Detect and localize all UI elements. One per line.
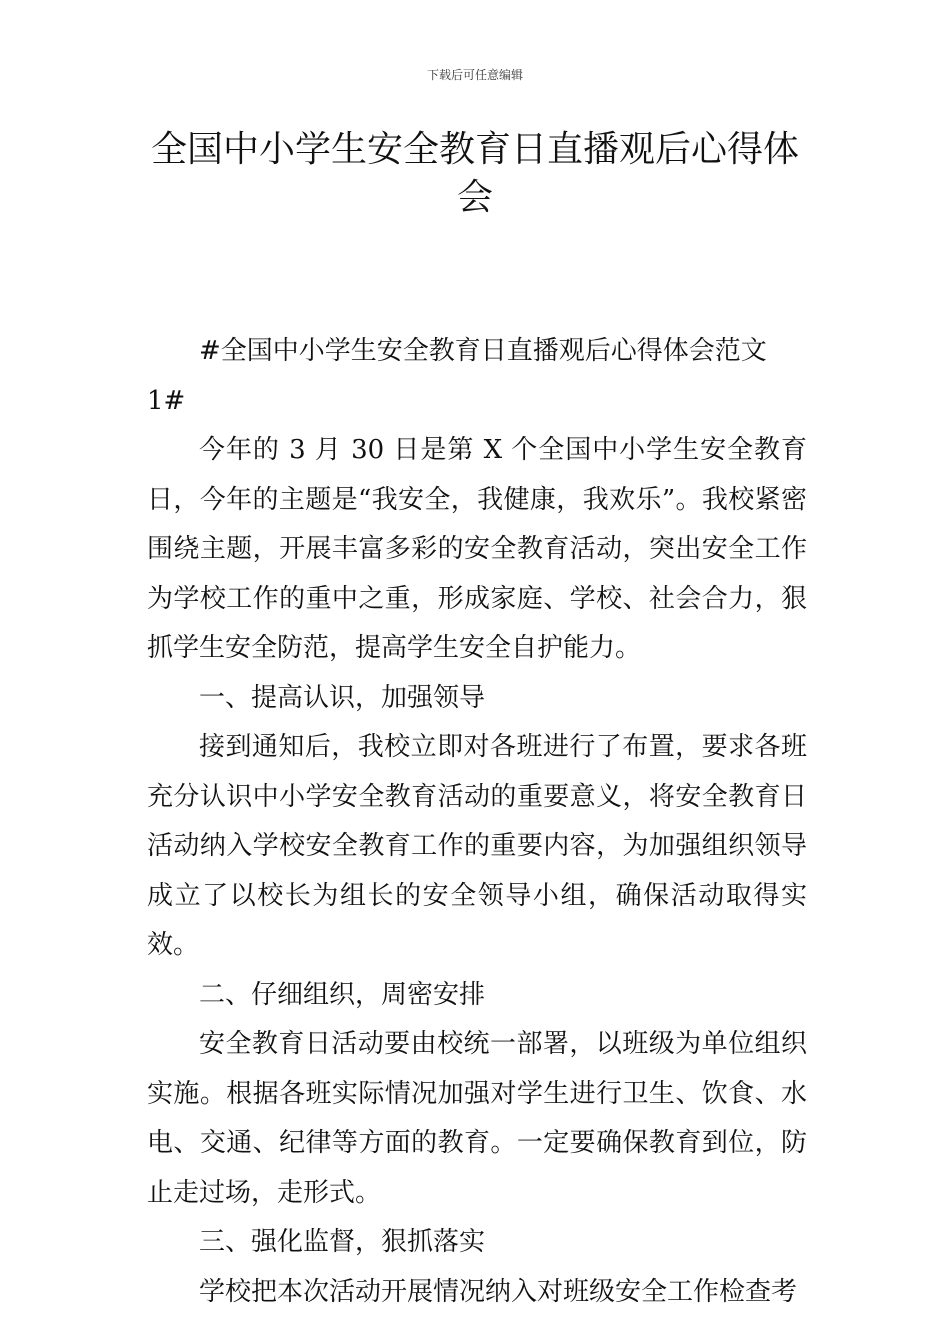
document-body	[147, 327, 807, 1317]
paragraph-section-1: 接到通知后，我校立即对各班进行了布置，要求各班充分认识中小学安全教育活动的重要意义，将安全教育日活动纳入学校安全教育工作的重要内容，为加强组织领导成立了以校长为组长的安全领导小组，确保活动取得实效。	[147, 732, 807, 960]
header-note: 下载后可任意编辑	[426, 68, 523, 82]
section-heading-3: 三、强化监督，狠抓落实	[199, 1227, 486, 1257]
paragraph-intro: 今年的 3 月 30 日是第 X 个全国中小学生安全教育日，今年的主题是“我安全，我健康，我欢乐”。我校紧密围绕主题，开展丰富多彩的安全教育活动，突出安全工作为学校工作的重中之重，形成家庭、学校、社会合力，狠抓学生安全防范，提高学生安全自护能力。	[147, 435, 807, 663]
section-heading-2: 二、仔细组织，周密安排	[199, 979, 486, 1010]
document-title: 全国中小学生安全教育日直播观后心得体会	[150, 129, 799, 218]
paragraph-section-2: 安全教育日活动要由校统一部署，以班级为单位组织实施。根据各班实际情况加强对学生进行卫生、饮食、水电、交通、纪律等方面的教育。一定要确保教育到位，防止走过场，走形式。	[147, 1029, 807, 1208]
section-heading-example: #全国中小学生安全教育日直播观后心得体会范文 1#	[147, 336, 767, 416]
section-heading-1: 一、提高认识，加强领导	[199, 682, 486, 713]
paragraph-section-3: 学校把本次活动开展情况纳入对班级安全工作检查考	[199, 1276, 798, 1307]
